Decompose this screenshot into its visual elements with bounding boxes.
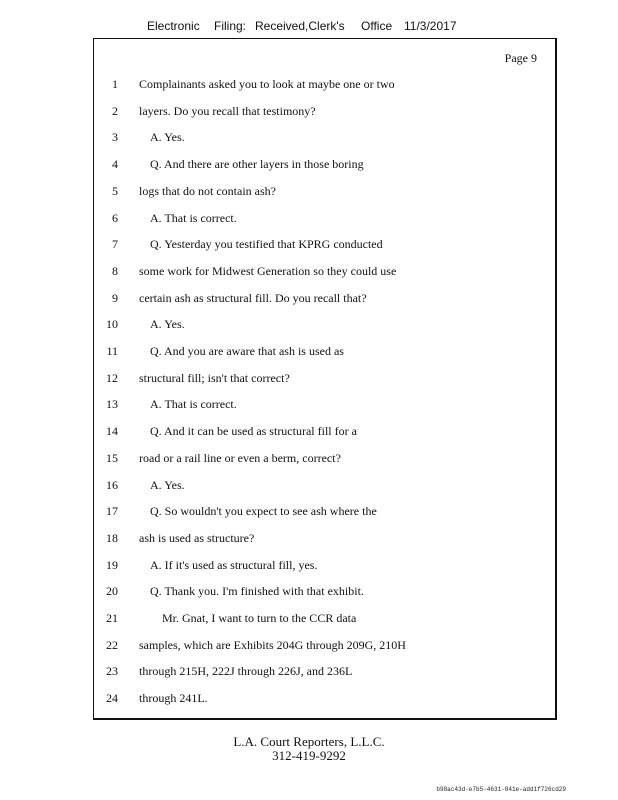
filing-word-electronic: Electronic xyxy=(147,19,200,33)
line-text: A. Yes. xyxy=(150,317,185,332)
line-number: 15 xyxy=(106,450,118,465)
line-number: 18 xyxy=(106,530,118,545)
line-number: 19 xyxy=(106,557,118,572)
transcript-line xyxy=(94,211,555,231)
transcript-line xyxy=(94,451,555,471)
line-number: 7 xyxy=(112,237,118,252)
transcript-line xyxy=(94,317,555,337)
line-text: road or a rail line or even a berm, correct? xyxy=(139,450,341,465)
line-number: 3 xyxy=(112,130,118,145)
line-number: 21 xyxy=(106,611,118,625)
transcript-line xyxy=(94,504,555,524)
line-number: 20 xyxy=(106,584,118,599)
transcript-line xyxy=(94,77,555,97)
transcript-line xyxy=(94,130,555,150)
document-id: b98ac43d-e7b5-4631-841e-add1f726cd29 xyxy=(436,786,566,793)
line-text: certain ash as structural fill. Do you recall that? xyxy=(139,290,367,305)
line-text: A. Yes. xyxy=(150,477,185,492)
filing-date: 11/3/2017 xyxy=(404,19,457,33)
transcript-line xyxy=(94,638,555,658)
line-text: through 215H, 222J through 226J, and 236L xyxy=(139,664,353,679)
line-text: layers. Do you recall that testimony? xyxy=(139,103,316,118)
filing-word-received: Received,Clerk's xyxy=(255,19,345,33)
line-number: 16 xyxy=(106,477,118,492)
line-text: A. Yes. xyxy=(150,130,185,145)
line-text: structural fill; isn't that correct? xyxy=(139,370,290,385)
footer-phone: 312-419-9292 xyxy=(272,748,346,763)
transcript-line xyxy=(94,397,555,417)
transcript-line xyxy=(94,584,555,604)
line-text: through 241L. xyxy=(139,691,208,706)
line-number: 5 xyxy=(112,183,118,198)
line-text: samples, which are Exhibits 204G through 209G, 210H xyxy=(139,637,406,652)
transcript-page-frame xyxy=(93,38,557,720)
filing-word-office: Office xyxy=(361,19,393,33)
line-number: 9 xyxy=(112,290,118,305)
line-number: 17 xyxy=(106,504,118,519)
transcript-line xyxy=(94,691,555,711)
line-number: 22 xyxy=(106,637,118,652)
line-number: 2 xyxy=(112,103,118,118)
line-number: 4 xyxy=(112,157,118,172)
transcript-line xyxy=(94,157,555,177)
transcript-line xyxy=(94,424,555,444)
line-number: 24 xyxy=(106,691,118,706)
line-text: Q. Thank you. I'm finished with that exhibit. xyxy=(150,584,364,599)
transcript-line xyxy=(94,291,555,311)
line-text: some work for Midwest Generation so they could use xyxy=(139,263,397,278)
footer-company: L.A. Court Reporters, L.L.C. xyxy=(233,734,385,749)
line-text: Q. And there are other layers in those boring xyxy=(150,157,364,172)
transcript-line xyxy=(94,184,555,204)
page-number: Page 9 xyxy=(504,51,537,65)
filing-word-filing: Filing: xyxy=(214,19,247,33)
line-text: Q. So wouldn't you expect to see ash where the xyxy=(150,504,377,519)
line-text: A. That is correct. xyxy=(150,210,237,225)
transcript-line xyxy=(94,237,555,257)
transcript-line xyxy=(94,558,555,578)
line-text: A. That is correct. xyxy=(150,397,237,412)
transcript-line xyxy=(94,264,555,284)
line-text: Mr. Gnat, I want to turn to the CCR data xyxy=(162,611,357,625)
line-number: 8 xyxy=(112,263,118,278)
line-text: Q. Yesterday you testified that KPRG conducted xyxy=(150,237,383,252)
transcript-line xyxy=(94,344,555,364)
line-number: 1 xyxy=(112,77,118,91)
line-number: 10 xyxy=(106,317,118,332)
line-text: logs that do not contain ash? xyxy=(139,183,276,198)
line-text: Q. And it can be used as structural fill for a xyxy=(150,424,357,439)
transcript-line xyxy=(94,104,555,124)
line-number: 13 xyxy=(106,397,118,412)
line-number: 11 xyxy=(106,344,118,358)
line-text: ash is used as structure? xyxy=(139,530,255,545)
line-text: A. If it's used as structural fill, yes. xyxy=(150,557,318,572)
line-text: Complainants asked you to look at maybe one or two xyxy=(139,77,395,91)
transcript-line xyxy=(94,371,555,391)
line-number: 12 xyxy=(106,370,118,385)
filing-stamp-header xyxy=(0,19,618,37)
transcript-line xyxy=(94,531,555,551)
line-number: 6 xyxy=(112,210,118,225)
line-number: 14 xyxy=(106,424,118,439)
transcript-line xyxy=(94,664,555,684)
transcript-line xyxy=(94,478,555,498)
transcript-line xyxy=(94,611,555,631)
line-text: Q. And you are aware that ash is used as xyxy=(150,344,344,358)
line-number: 23 xyxy=(106,664,118,679)
